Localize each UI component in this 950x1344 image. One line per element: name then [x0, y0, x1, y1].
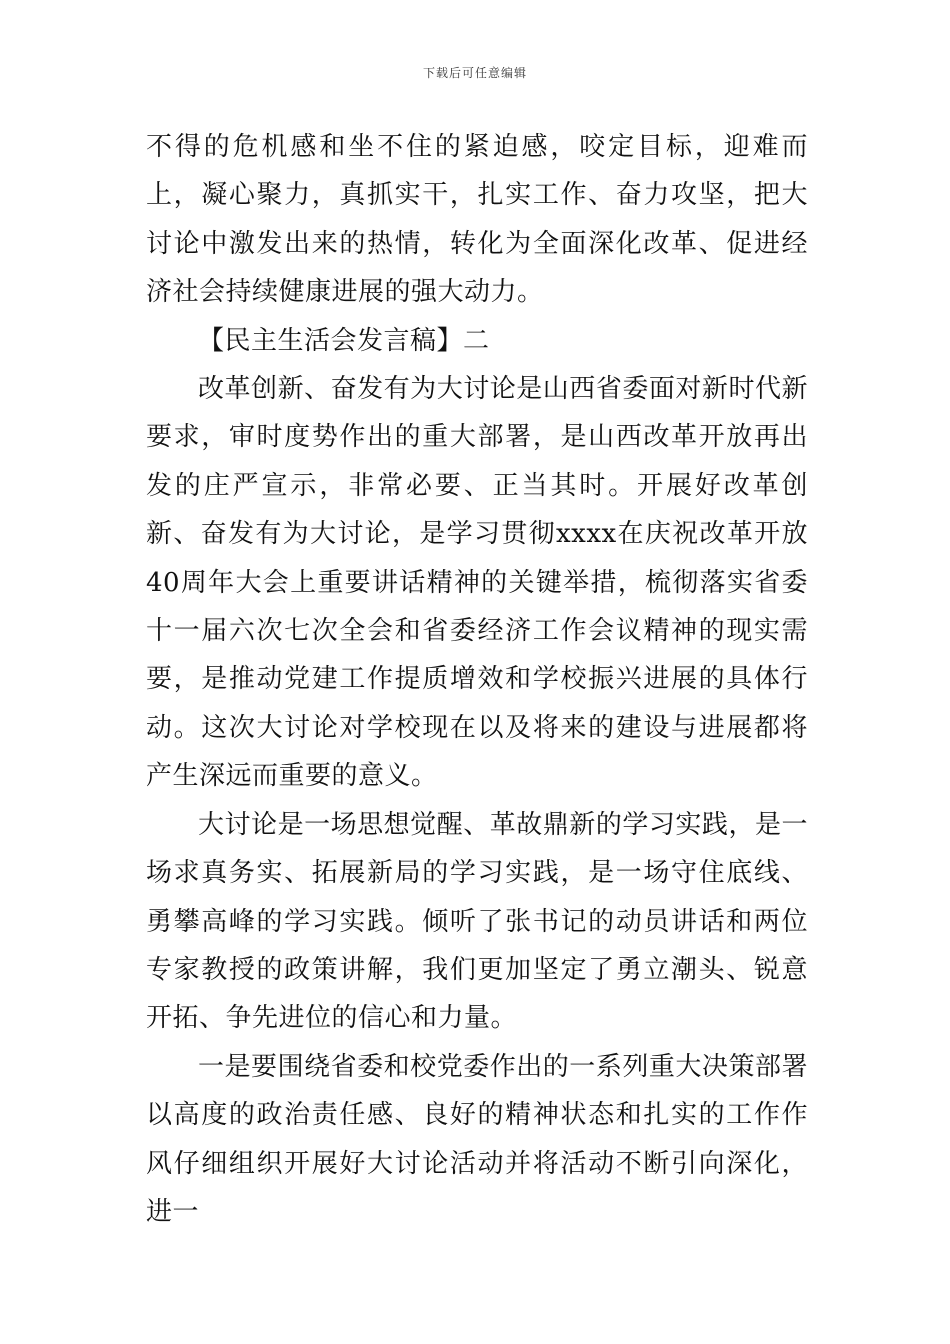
- paragraph: 大讨论是一场思想觉醒、革故鼎新的学习实践，是一场求真务实、拓展新局的学习实践，是一场守住底线、勇攀高峰的学习实践。倾听了张书记的动员讲话和两位专家教授的政策讲解，我们更加坚定了勇立潮头、锐意开拓、争先进位的信心和力量。: [146, 809, 808, 1034]
- paragraph: 一是要围绕省委和校党委作出的一系列重大决策部署以高度的政治责任感、良好的精神状态和扎实的工作作风仔细组织开展好大讨论活动并将活动不断引向深化，进一: [146, 1051, 808, 1227]
- page-header: 下载后可任意编辑: [422, 66, 527, 80]
- document-body: [146, 123, 808, 1236]
- paragraph-continuation: 不得的危机感和坐不住的紧迫感，咬定目标，迎难而上，凝心聚力，真抓实干，扎实工作、奋力攻坚，把大讨论中激发出来的热情，转化为全面深化改革、促进经济社会持续健康进展的强大动力。: [146, 132, 808, 308]
- paragraph: 改革创新、奋发有为大讨论是山西省委面对新时代新要求，审时度势作出的重大部署，是山西改革开放再出发的庄严宣示，非常必要、正当其时。开展好改革创新、奋发有为大讨论，是学习贯彻xxxx在庆祝改革开放40周年大会上重要讲话精神的关键举措，梳彻落实省委十一届六次七次全会和省委经济工作会议精神的现实需要，是推动党建工作提质增效和学校振兴进展的具体行动。这次大讨论对学校现在以及将来的建设与进展都将产生深远而重要的意义。: [146, 374, 808, 792]
- section-heading: 【民主生活会发言稿】二: [198, 325, 490, 356]
